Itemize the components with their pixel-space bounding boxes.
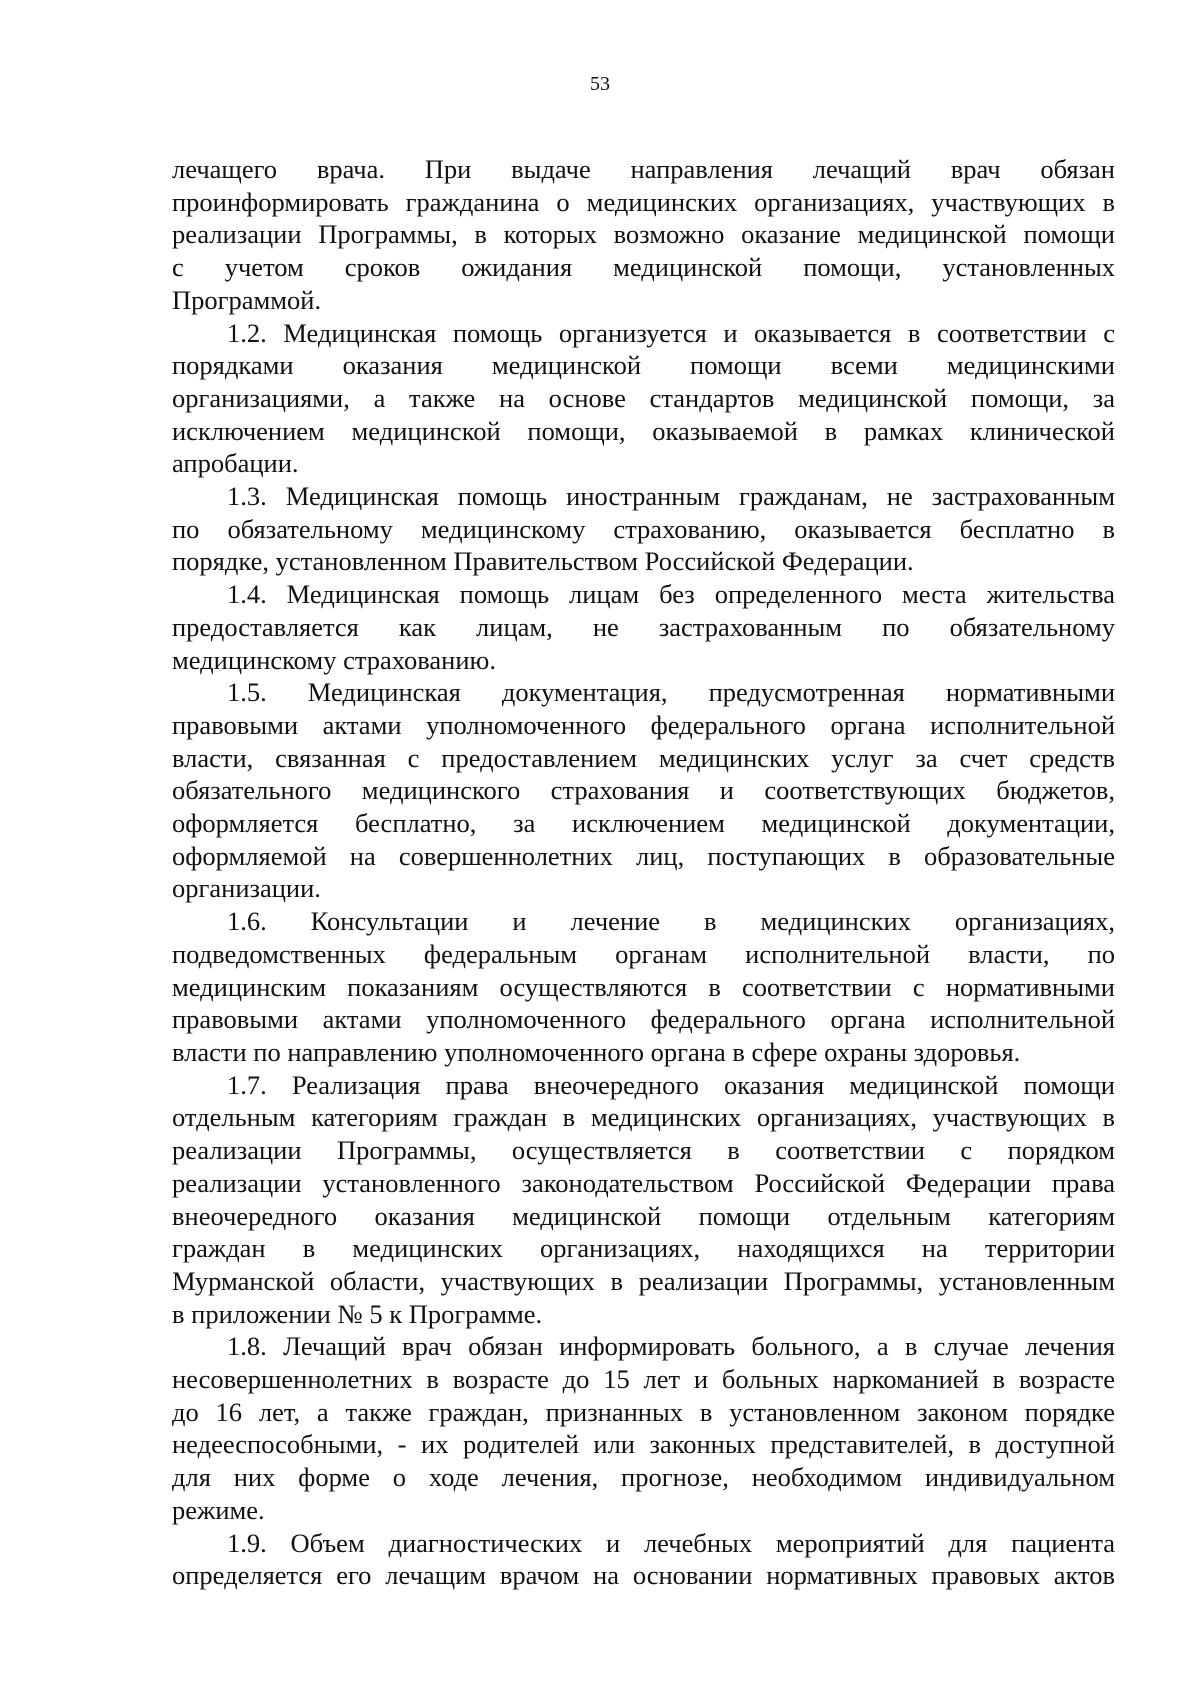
paragraph-p5 xyxy=(172,905,1115,1069)
text-line: в приложении № 5 к Программе. xyxy=(172,1298,543,1329)
text-line: оформляемой на совершеннолетних лиц, поступающих в образовательные xyxy=(172,840,1115,871)
text-line: определяется его лечащим врачом на основании нормативных правовых актов xyxy=(172,1560,1115,1591)
text-line: порядке, установленном Правительством Российской Федерации. xyxy=(172,546,914,577)
text-line: Мурманской области, участвующих в реализации Программы, установленным xyxy=(172,1265,1115,1296)
text-line: предоставляется как лицам, не застрахованным по обязательному xyxy=(172,611,1115,642)
paragraph-p1 xyxy=(172,317,1115,481)
paragraph-p2 xyxy=(172,480,1115,578)
text-line: 1.3. Медицинская помощь иностранным гражданам, не застрахованным xyxy=(227,481,1115,512)
text-line: правовыми актами уполномоченного федерального органа исполнительной xyxy=(172,709,1115,740)
text-line: реализации Программы, осуществляется в соответствии с порядком xyxy=(172,1135,1115,1166)
text-line: внеочередного оказания медицинской помощи отдельным категориям xyxy=(172,1200,1115,1231)
text-line: 1.2. Медицинская помощь организуется и оказывается в соответствии с xyxy=(227,317,1115,348)
document-body xyxy=(172,153,1115,1592)
paragraph-p7 xyxy=(172,1330,1115,1526)
text-line: правовыми актами уполномоченного федерального органа исполнительной xyxy=(172,1004,1115,1035)
text-line: лечащего врача. При выдаче направления лечащий врач обязан xyxy=(172,154,1115,184)
text-line: недееспособными, - их родителей или законных представителей, в доступной xyxy=(172,1429,1115,1460)
paragraph-p6 xyxy=(172,1069,1115,1331)
text-line: по обязательному медицинскому страхованию, оказывается бесплатно в xyxy=(172,513,1115,544)
text-line: Программой. xyxy=(172,284,322,315)
text-line: с учетом сроков ожидания медицинской помощи, установленных xyxy=(172,252,1115,283)
text-line: несовершеннолетних в возрасте до 15 лет и больных наркоманией в возрасте xyxy=(172,1364,1115,1395)
paragraph-p8 xyxy=(172,1527,1115,1592)
text-line: до 16 лет, а также граждан, признанных в установленном законом порядке xyxy=(172,1396,1115,1427)
text-line: организациями, а также на основе стандартов медицинской помощи, за xyxy=(172,382,1115,413)
text-line: отдельным категориям граждан в медицинских организациях, участвующих в xyxy=(172,1102,1115,1133)
text-line: оформляется бесплатно, за исключением медицинской документации, xyxy=(172,808,1115,839)
text-line: реализации Программы, в которых возможно оказание медицинской помощи xyxy=(172,219,1115,250)
text-line: подведомственных федеральным органам исполнительной власти, по xyxy=(172,938,1115,969)
text-line: 1.7. Реализация права внеочередного оказания медицинской помощи xyxy=(227,1069,1115,1100)
page-number: 53 xyxy=(590,73,610,95)
text-line: для них форме о ходе лечения, прогнозе, необходимом индивидуальном xyxy=(172,1462,1115,1493)
text-line: граждан в медицинских организациях, находящихся на территории xyxy=(172,1233,1115,1264)
text-line: 1.8. Лечащий врач обязан информировать больного, а в случае лечения xyxy=(227,1331,1115,1362)
paragraph-p4 xyxy=(172,676,1115,905)
text-line: 1.9. Объем диагностических и лечебных мероприятий для пациента xyxy=(227,1527,1115,1558)
text-line: реализации установленного законодательством Российской Федерации права xyxy=(172,1167,1115,1198)
paragraph-p3 xyxy=(172,578,1115,676)
text-line: проинформировать гражданина о медицинских организациях, участвующих в xyxy=(172,186,1115,217)
text-line: организации. xyxy=(172,873,321,904)
text-line: обязательного медицинского страхования и соответствующих бюджетов, xyxy=(172,775,1115,806)
text-line: 1.5. Медицинская документация, предусмотренная нормативными xyxy=(227,677,1115,708)
text-line: власти по направлению уполномоченного органа в сфере охраны здоровья. xyxy=(172,1036,1021,1067)
text-line: власти, связанная с предоставлением медицинских услуг за счет средств xyxy=(172,742,1115,773)
text-line: 1.4. Медицинская помощь лицам без определенного места жительства xyxy=(227,579,1115,610)
text-line: исключением медицинской помощи, оказываемой в рамках клинической xyxy=(172,415,1115,446)
text-line: медицинским показаниям осуществляются в соответствии с нормативными xyxy=(172,971,1115,1002)
text-line: порядками оказания медицинской помощи всеми медицинскими xyxy=(172,350,1115,381)
paragraph-p0 xyxy=(172,153,1115,317)
text-line: апробации. xyxy=(172,448,299,479)
text-line: медицинскому страхованию. xyxy=(172,644,496,675)
text-line: 1.6. Консультации и лечение в медицинских организациях, xyxy=(227,906,1115,937)
text-line: режиме. xyxy=(172,1494,265,1525)
